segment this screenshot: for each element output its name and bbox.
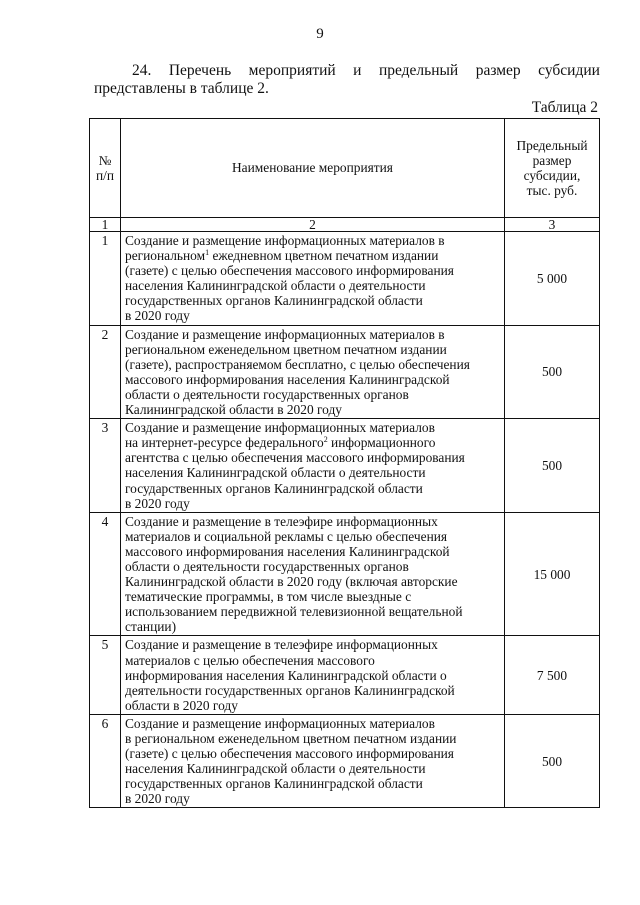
- measure-name-line: [125, 293, 502, 308]
- measure-name: [121, 714, 505, 808]
- measure-name-line: [125, 776, 502, 791]
- row-number: 4: [90, 512, 121, 636]
- measure-name-line: [125, 716, 502, 731]
- measure-name-line: [125, 653, 502, 668]
- measure-name-line: [125, 263, 502, 278]
- measure-name-line: [125, 589, 502, 604]
- line-text: (газете) с целью обеспечения массового информирования: [125, 263, 454, 279]
- measure-name-line: [125, 683, 502, 698]
- subsidy-amount: 15 000: [505, 512, 600, 636]
- subsidy-amount: 5 000: [505, 232, 600, 326]
- measure-name-line: [125, 574, 502, 589]
- measure-name-line: [125, 402, 502, 417]
- measure-name-line: [125, 357, 502, 372]
- intro-word: субсидии: [538, 62, 600, 79]
- line-text: Калининградской области в 2020 году: [125, 402, 342, 418]
- measure-name-line: [125, 604, 502, 619]
- measure-name-line: [125, 668, 502, 683]
- row-number: 1: [90, 232, 121, 326]
- line-text: в 2020 году: [125, 791, 190, 807]
- line-text: области о деятельности государственных органов: [125, 558, 409, 574]
- intro-line-2: представлены в таблице 2.: [94, 80, 269, 97]
- measure-name: [121, 512, 505, 636]
- line-text: на интернет-ресурсе федерального: [125, 435, 324, 451]
- line-text: агентства с целью обеспечения массового информирования: [125, 450, 465, 466]
- table-row: [90, 636, 600, 714]
- measure-name-line: [125, 496, 502, 511]
- intro-word: предельный: [378, 62, 459, 79]
- header-name: Наименование мероприятия: [121, 119, 505, 218]
- header-amount-line: субсидии,: [523, 168, 581, 183]
- column-index: 2: [121, 218, 505, 232]
- row-number: 5: [90, 636, 121, 714]
- line-text: Создание и размещение в телеэфире информационных: [125, 513, 438, 529]
- intro-word: 24.: [132, 62, 152, 79]
- measure-name-line: [125, 514, 502, 529]
- measures-table: [89, 118, 600, 808]
- line-text: Создание и размещение информационных материалов: [125, 420, 435, 436]
- measure-name-line: [125, 791, 502, 806]
- page-number: 9: [316, 26, 324, 42]
- line-text: Создание и размещение информационных материалов в: [125, 233, 445, 248]
- table-header-row: [90, 119, 600, 218]
- measure-name-line: [125, 465, 502, 480]
- measure-name-line: [125, 435, 502, 450]
- line-text: населения Калининградской области о деятельности: [125, 465, 426, 481]
- line-text: массового информирования населения Калининградской: [125, 371, 450, 387]
- table-row: [90, 714, 600, 808]
- measure-name-line: [125, 746, 502, 761]
- line-text: Калининградской области в 2020 году (включая авторские: [125, 574, 458, 590]
- measure-name-line: [125, 387, 502, 402]
- measure-name-line: [125, 327, 502, 342]
- intro-word: и: [353, 62, 362, 79]
- measure-name-line: [125, 308, 502, 323]
- line-text: Создание и размещение информационных материалов в: [125, 326, 445, 342]
- header-num-line: №: [98, 152, 112, 168]
- measure-name: [121, 232, 505, 326]
- measure-name-line: [125, 761, 502, 776]
- measure-name-line: [125, 450, 502, 465]
- measure-name-line: [125, 698, 502, 713]
- header-num: [90, 119, 121, 218]
- row-number: 3: [90, 419, 121, 513]
- header-amount-line: тыс. руб.: [526, 183, 578, 199]
- line-text: в региональном еженедельном цветном печатном издании: [125, 731, 457, 746]
- intro-paragraph: [94, 62, 600, 98]
- line-text: Создание и размещение информационных материалов: [125, 715, 435, 731]
- header-amount: [505, 119, 600, 218]
- measure-name-line: [125, 342, 502, 357]
- subsidy-amount: 7 500: [505, 636, 600, 714]
- row-number: 2: [90, 325, 121, 419]
- measure-name-line: [125, 544, 502, 559]
- line-text: государственных органов Калининградской области: [125, 293, 423, 309]
- line-text: информационного: [327, 435, 436, 451]
- footnote-marker: 1: [205, 248, 210, 258]
- intro-line-1: [94, 62, 600, 80]
- column-index: 1: [90, 218, 121, 232]
- measure-name-line: [125, 278, 502, 293]
- line-text: ежедневном цветном печатном издании: [209, 248, 439, 264]
- measure-name-line: [125, 420, 502, 435]
- measure-name: [121, 419, 505, 513]
- line-text: области в 2020 году: [125, 697, 238, 713]
- line-text: в 2020 году: [125, 308, 190, 324]
- measure-name: [121, 325, 505, 419]
- line-text: населения Калининградской области о деятельности: [125, 761, 426, 777]
- footnote-marker: 2: [323, 435, 328, 445]
- table-row: [90, 325, 600, 419]
- line-text: (газете), распространяемом бесплатно, с целью обеспечения: [125, 356, 470, 372]
- line-text: (газете) с целью обеспечения массового информирования: [125, 746, 454, 762]
- measure-name-line: [125, 481, 502, 496]
- intro-word: Перечень: [168, 62, 232, 79]
- measure-name-line: [125, 637, 502, 652]
- line-text: информирования населения Калининградской области о: [125, 667, 447, 683]
- measure-name-line: [125, 248, 502, 263]
- line-text: станции): [125, 619, 177, 635]
- line-text: населения Калининградской области о деятельности: [125, 278, 426, 294]
- table-caption: Таблица 2: [531, 99, 598, 116]
- measure-name-line: [125, 731, 502, 746]
- table-row: [90, 512, 600, 636]
- line-text: использованием передвижной телевизионной вещательной: [125, 604, 463, 620]
- subsidy-amount: 500: [505, 325, 600, 419]
- line-text: деятельности государственных органов Калининградской: [125, 682, 455, 698]
- table-body: [90, 232, 600, 808]
- line-text: материалов и социальной рекламы с целью обеспечения: [125, 528, 448, 544]
- line-text: области о деятельности государственных органов: [125, 386, 409, 402]
- measure-name-line: [125, 372, 502, 387]
- line-text: региональном: [125, 248, 206, 264]
- line-text: Создание и размещение в телеэфире информационных: [125, 637, 438, 653]
- line-text: массового информирования населения Калининградской: [125, 543, 450, 559]
- measure-name-line: [125, 619, 502, 634]
- measure-name: [121, 636, 505, 714]
- intro-word: размер: [475, 62, 521, 79]
- line-text: в 2020 году: [125, 495, 190, 511]
- subsidy-amount: 500: [505, 714, 600, 808]
- measure-name-line: [125, 529, 502, 544]
- intro-word: мероприятий: [248, 62, 336, 79]
- header-amount-line: размер: [532, 152, 572, 168]
- measure-name-line: [125, 233, 502, 248]
- line-text: государственных органов Калининградской области: [125, 776, 423, 792]
- line-text: государственных органов Калининградской области: [125, 480, 423, 496]
- line-text: региональном еженедельном цветном печатном издании: [125, 341, 447, 357]
- table-row: [90, 232, 600, 326]
- row-number: 6: [90, 714, 121, 808]
- column-index: 3: [505, 218, 600, 232]
- column-index-row: [90, 218, 600, 232]
- subsidy-amount: 500: [505, 419, 600, 513]
- measure-name-line: [125, 559, 502, 574]
- table-row: [90, 419, 600, 513]
- header-amount-line: Предельный: [516, 137, 588, 153]
- line-text: тематические программы, в том числе выездные с: [125, 589, 412, 605]
- line-text: материалов с целью обеспечения массового: [125, 652, 375, 668]
- header-num-line: п/п: [95, 168, 115, 183]
